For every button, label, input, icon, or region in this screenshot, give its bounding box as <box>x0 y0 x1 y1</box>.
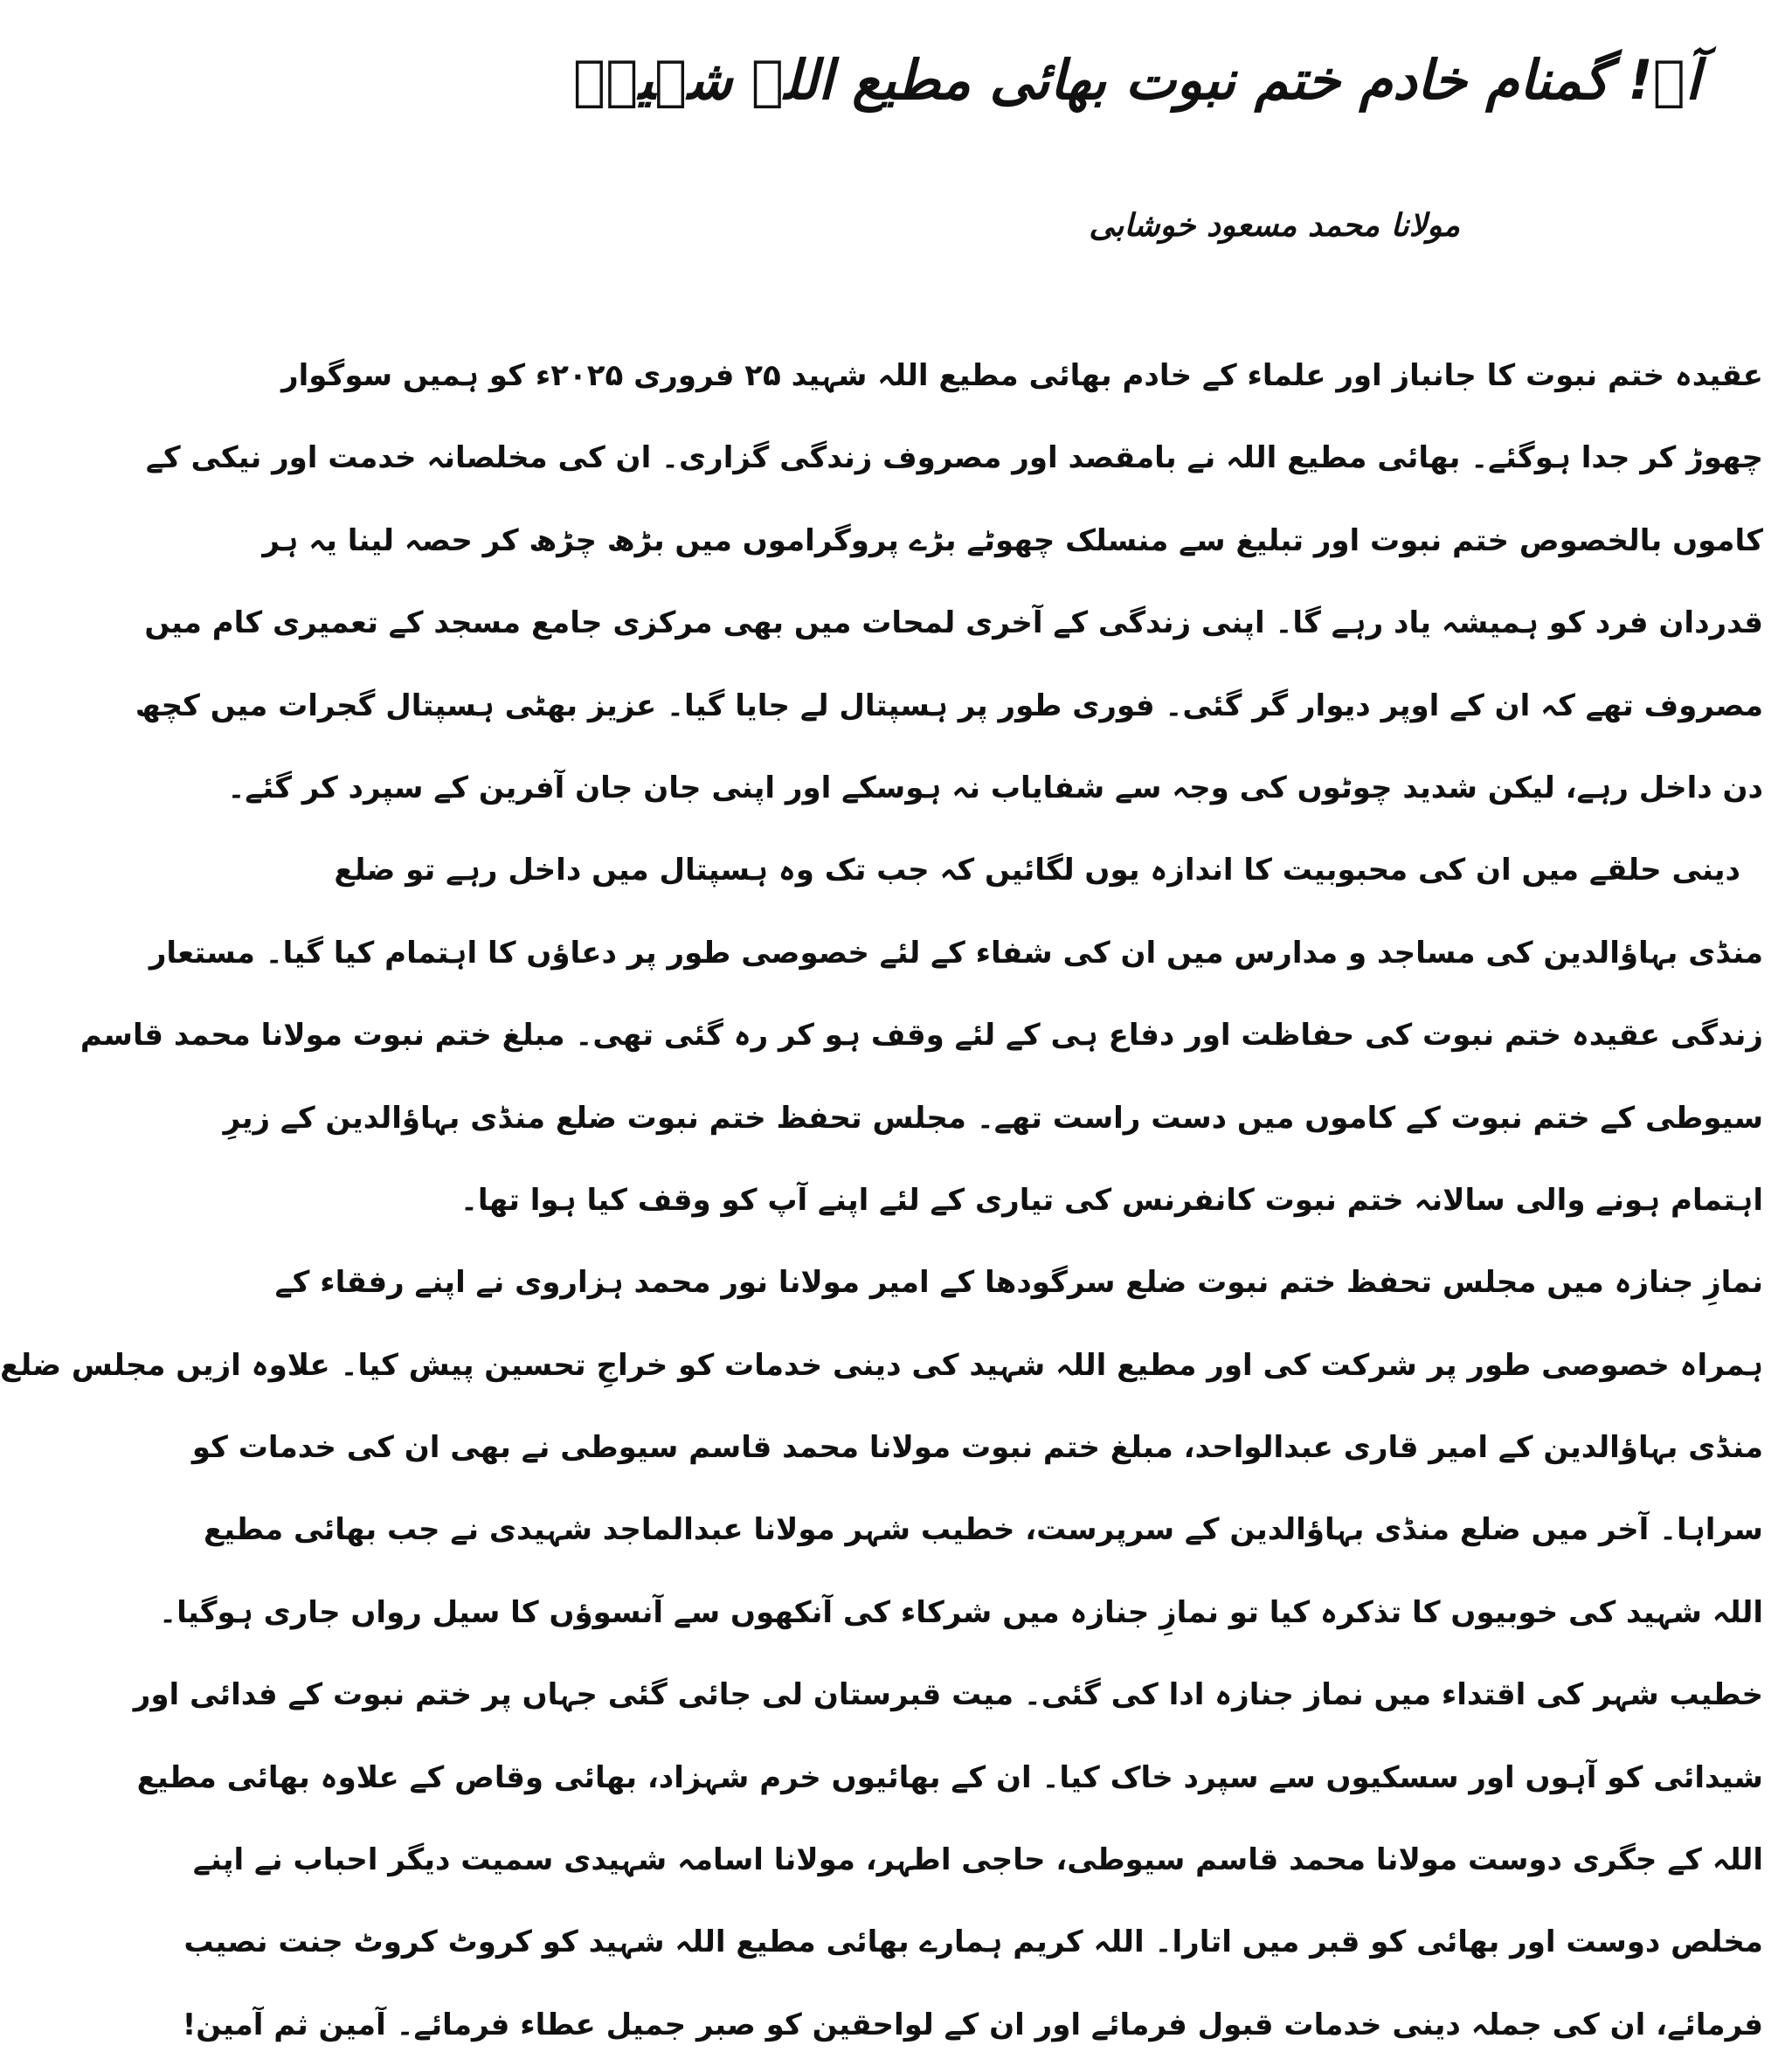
body-line: کاموں بالخصوص ختم نبوت اور تبلیغ سے منسلک چھوٹے بڑے پروگراموں میں بڑھ چڑھ کر حصہ لینا یہ ہر <box>262 522 1763 558</box>
body-line: قدردان فرد کو ہمیشہ یاد رہے گا۔ اپنی زندگی کے آخری لمحات میں بھی مرکزی جامع مسجد کے تعمیری کام میں <box>144 605 1763 641</box>
body-line: مخلص دوست اور بھائی کو قبر میں اتارا۔ اللہ کریم ہمارے بھائی مطیع اللہ شہید کو کروٹ کروٹ جنت نصیب <box>183 1924 1763 1960</box>
body-line: نمازِ جنازہ میں مجلس تحفظ ختم نبوت ضلع سرگودھا کے امیر مولانا نور محمد ہزاروی نے اپنے رفقاء کے <box>274 1265 1763 1301</box>
body-line: اللہ شہید کی خوبیوں کا تذکرہ کیا تو نمازِ جنازہ میں شرکاء کی آنکھوں سے آنسوؤں کا سیل رواں جاری ہوگیا۔ <box>159 1594 1763 1630</box>
article-title: آہ! گمنام خادم ختم نبوت بھائی مطیع اللہ شہیدؒ <box>572 48 1701 112</box>
body-line: زندگی عقیدہ ختم نبوت کی حفاظت اور دفاع ہی کے لئے وقف ہو کر رہ گئی تھی۔ مبلغ ختم نبوت مولانا محمد قاسم <box>80 1018 1763 1054</box>
body-line: عقیدہ ختم نبوت کا جانباز اور علماء کے خادم بھائی مطیع اللہ شہید ۲۵ فروری ۲۰۲۵ء کو ہمیں سوگوار <box>281 358 1763 393</box>
body-line: خطیب شہر کی اقتداء میں نماز جنازہ ادا کی گئی۔ میت قبرستان لی جائی گئی جہاں پر ختم نبوت کے فدائی اور <box>133 1677 1763 1713</box>
author-byline: مولانا محمد مسعود خوشابی <box>1089 208 1460 244</box>
body-line: دینی حلقے میں ان کی محبوبیت کا اندازہ یوں لگائیں کہ جب تک وہ ہسپتال میں داخل رہے تو ضلع <box>334 853 1740 888</box>
body-line: اہتمام ہونے والی سالانہ ختم نبوت کانفرنس کی تیاری کے لئے اپنے آپ کو وقف کیا ہوا تھا۔ <box>460 1182 1763 1218</box>
body-line: ہمراہ خصوصی طور پر شرکت کی اور مطیع اللہ شہید کی دینی خدمات کو خراجِ تحسین پیش کیا۔ علاوہ ازیں مجلس ضلع <box>0 1347 1763 1383</box>
body-line: مصروف تھے کہ ان کے اوپر دیوار گر گئی۔ فوری طور پر ہسپتال لے جایا گیا۔ عزیز بھٹی ہسپتال گجرات میں کچھ <box>135 688 1763 723</box>
body-line: اللہ کے جگری دوست مولانا محمد قاسم سیوطی، حاجی اطہر، مولانا اسامہ شہیدی سمیت دیگر احباب نے اپنے <box>192 1842 1763 1878</box>
body-line: شیدائی کو آہوں اور سسکیوں سے سپرد خاک کیا۔ ان کے بھائیوں خرم شہزاد، بھائی وقاص کے علاوہ بھائی مطیع <box>136 1759 1763 1795</box>
body-line: منڈی بہاؤالدین کی مساجد و مدارس میں ان کی شفاء کے لئے خصوصی طور پر دعاؤں کا اہتمام کیا گیا۔ مستعار <box>149 935 1763 971</box>
body-line: فرمائے، ان کی جملہ دینی خدمات قبول فرمائے اور ان کے لواحقین کو صبر جمیل عطاء فرمائے۔ آمین ثم آمین! <box>182 2007 1763 2042</box>
body-line: دن داخل رہے، لیکن شدید چوٹوں کی وجہ سے شفایاب نہ ہوسکے اور اپنی جان جان آفرین کے سپرد کر گئے۔ <box>227 770 1763 805</box>
body-line: چھوڑ کر جدا ہوگئے۔ بھائی مطیع اللہ نے بامقصد اور مصروف زندگی گزاری۔ ان کی مخلصانہ خدمت اور نیکی کے <box>145 440 1763 476</box>
body-line: منڈی بہاؤالدین کے امیر قاری عبدالواحد، مبلغ ختم نبوت مولانا محمد قاسم سیوطی نے بھی ان کی خدمات کو <box>191 1430 1763 1466</box>
article-body <box>0 335 1763 2066</box>
body-line: سراہا۔ آخر میں ضلع منڈی بہاؤالدین کے سرپرست، خطیب شہر مولانا عبدالماجد شہیدی نے جب بھائی مطیع <box>203 1512 1763 1548</box>
body-line: سیوطی کے ختم نبوت کے کاموں میں دست راست تھے۔ مجلس تحفظ ختم نبوت ضلع منڈی بہاؤالدین کے زیرِ <box>223 1100 1763 1136</box>
